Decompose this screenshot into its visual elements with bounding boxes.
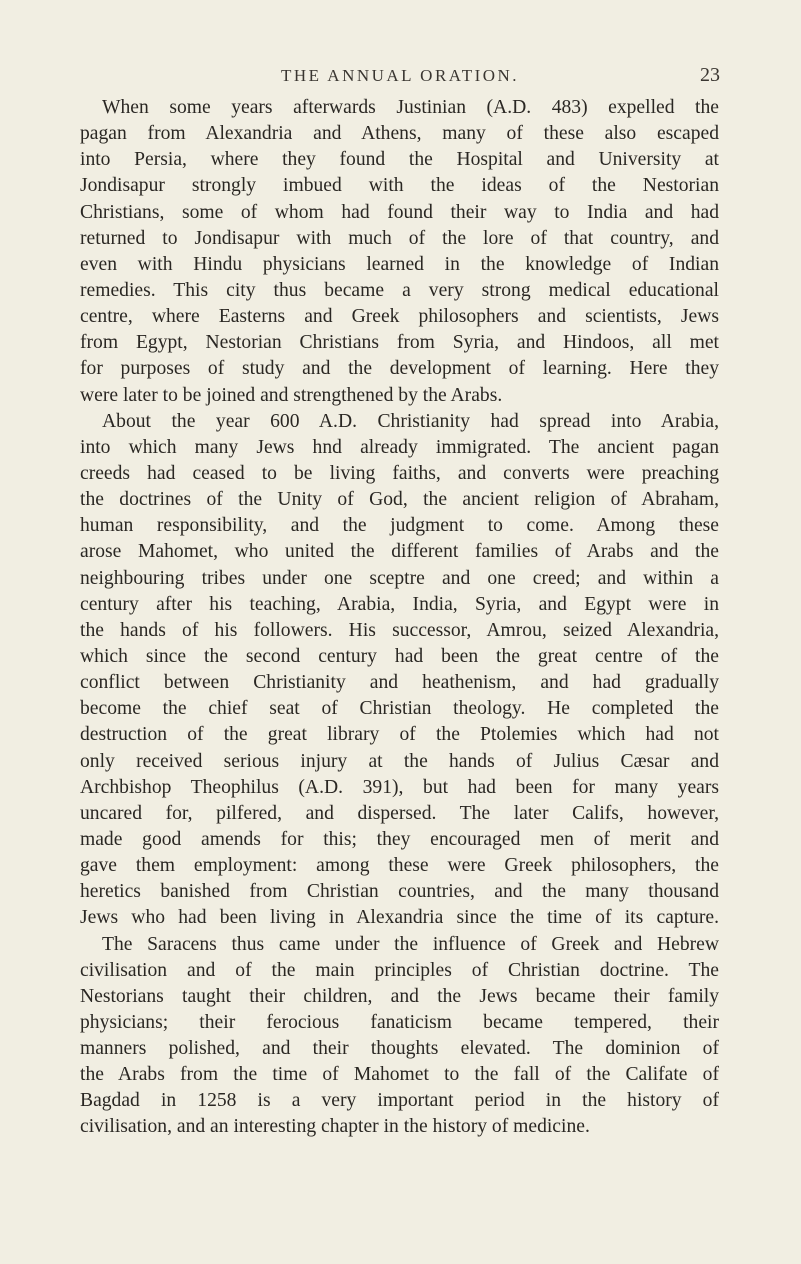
text-line: The Saracens thus came under the influence of Greek and Hebrew [102, 933, 719, 955]
running-title: THE ANNUAL ORATION. [280, 66, 520, 85]
text-line: destruction of the great library of the Ptolemies which had not [80, 724, 719, 746]
text-line: were later to be joined and strengthened by the Arabs. [80, 384, 503, 406]
text-line: Bagdad in 1258 is a very important period in the history of [80, 1090, 719, 1112]
text-line: made good amends for this; they encouraged men of merit and [80, 828, 719, 850]
text-line: Christians, some of whom had found their way to India and had [80, 201, 719, 223]
text-line: neighbouring tribes under one sceptre and one creed; and within a [80, 567, 719, 589]
text-line: into which many Jews hnd already immigrated. The ancient pagan [80, 436, 719, 458]
text-line: gave them employment: among these were Greek philosophers, the [80, 855, 719, 877]
text-line: Archbishop Theophilus (A.D. 391), but had been for many years [80, 776, 719, 798]
text-line: Nestorians taught their children, and the Jews became their family [80, 985, 719, 1007]
text-line: the hands of his followers. His successor, Amrou, seized Alexandria, [80, 619, 719, 641]
text-line: for purposes of study and the development of learning. Here they [80, 358, 719, 380]
text-line: uncared for, pilfered, and dispersed. The later Califs, however, [80, 802, 719, 824]
text-line: the Arabs from the time of Mahomet to the fall of the Califate of [80, 1064, 719, 1086]
text-line: remedies. This city thus became a very strong medical educational [80, 279, 719, 301]
running-head [80, 66, 720, 90]
text-line: even with Hindu physicians learned in the knowledge of Indian [80, 253, 719, 275]
text-line: only received serious injury at the hands of Julius Cæsar and [80, 750, 719, 772]
text-line: About the year 600 A.D. Christianity had spread into Arabia, [102, 410, 719, 432]
text-line: Jondisapur strongly imbued with the ideas of the Nestorian [80, 175, 719, 197]
text-line: arose Mahomet, who united the different families of Arabs and the [80, 541, 719, 563]
text-line: physicians; their ferocious fanaticism became tempered, their [80, 1011, 719, 1033]
text-line: returned to Jondisapur with much of the lore of that country, and [80, 227, 719, 249]
text-line: into Persia, where they found the Hospital and University at [80, 149, 719, 171]
text-line: centre, where Easterns and Greek philosophers and scientists, Jews [80, 306, 719, 328]
text-line: pagan from Alexandria and Athens, many of these also escaped [80, 123, 719, 145]
text-line: civilisation and of the main principles of Christian doctrine. The [80, 959, 719, 981]
text-line: creeds had ceased to be living faiths, and converts were preaching [80, 462, 719, 484]
body-text [80, 95, 719, 1141]
text-line: manners polished, and their thoughts elevated. The dominion of [80, 1038, 719, 1060]
text-line: century after his teaching, Arabia, India, Syria, and Egypt were in [80, 593, 719, 615]
text-line: from Egypt, Nestorian Christians from Syria, and Hindoos, all met [80, 332, 719, 354]
text-line: conflict between Christianity and heathenism, and had gradually [80, 672, 719, 694]
text-line: human responsibility, and the judgment to come. Among these [80, 515, 719, 537]
text-line: which since the second century had been the great centre of the [80, 645, 719, 667]
text-line: heretics banished from Christian countries, and the many thousand [80, 881, 719, 903]
text-line: the doctrines of the Unity of God, the ancient religion of Abraham, [80, 489, 719, 511]
text-line: Jews who had been living in Alexandria since the time of its capture. [80, 907, 719, 929]
page-number: 23 [700, 64, 720, 86]
text-line: civilisation, and an interesting chapter in the history of medicine. [80, 1116, 590, 1138]
text-line: become the chief seat of Christian theology. He completed the [80, 698, 719, 720]
text-line: When some years afterwards Justinian (A.D. 483) expelled the [102, 97, 719, 118]
